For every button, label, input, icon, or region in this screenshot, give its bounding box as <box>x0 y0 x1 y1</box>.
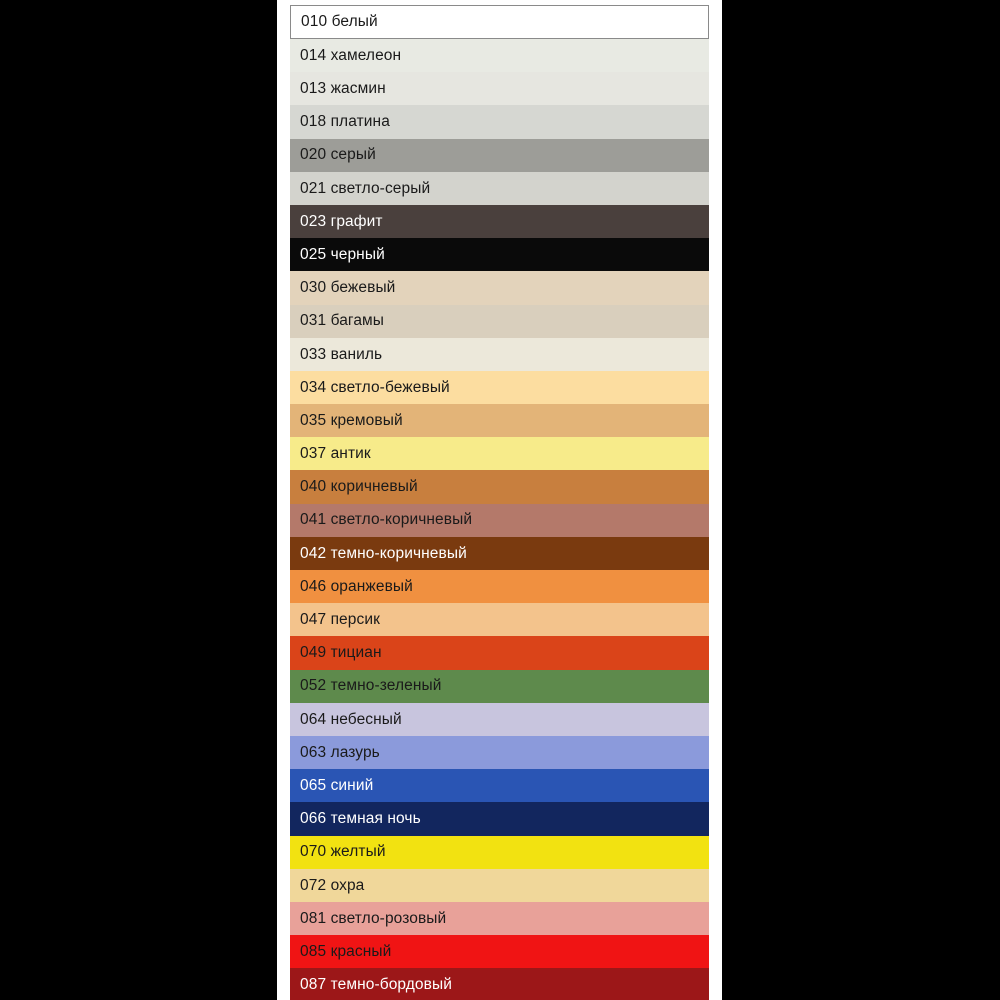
color-row[interactable] <box>290 636 709 669</box>
color-row-label: 040 коричневый <box>300 478 418 496</box>
color-row[interactable] <box>290 703 709 736</box>
color-picker-panel <box>277 0 722 1000</box>
color-row-label: 025 черный <box>300 245 385 263</box>
color-row-label: 066 темная ночь <box>300 810 421 828</box>
color-row-label: 065 синий <box>300 776 374 794</box>
color-row[interactable] <box>290 437 709 470</box>
color-row[interactable] <box>290 305 709 338</box>
color-row-label: 064 небесный <box>300 710 402 728</box>
color-row[interactable] <box>290 470 709 503</box>
color-row-label: 063 лазурь <box>300 743 380 761</box>
color-row-label: 035 кремовый <box>300 411 403 429</box>
color-row-label: 014 хамелеон <box>300 46 402 64</box>
color-row[interactable] <box>290 371 709 404</box>
color-row[interactable] <box>290 570 709 603</box>
color-row[interactable] <box>290 935 709 968</box>
color-row[interactable] <box>290 902 709 935</box>
color-row-label: 013 жасмин <box>300 80 386 98</box>
color-row-label: 072 охра <box>300 876 365 894</box>
color-row-label: 042 темно-коричневый <box>300 544 467 562</box>
color-row-label: 070 желтый <box>300 843 386 861</box>
color-row[interactable] <box>290 736 709 769</box>
color-row[interactable] <box>290 769 709 802</box>
color-row[interactable] <box>290 338 709 371</box>
color-row[interactable] <box>290 205 709 238</box>
color-row[interactable] <box>290 238 709 271</box>
color-row-label: 037 антик <box>300 445 371 463</box>
color-row-label: 087 темно-бордовый <box>300 976 452 994</box>
color-row[interactable] <box>290 139 709 172</box>
color-row-label: 018 платина <box>300 113 390 131</box>
color-row[interactable] <box>290 5 709 39</box>
color-row[interactable] <box>290 271 709 304</box>
color-row[interactable] <box>290 836 709 869</box>
color-row-label: 046 оранжевый <box>300 577 413 595</box>
color-row[interactable] <box>290 39 709 72</box>
color-swatch-list[interactable] <box>290 5 709 1000</box>
color-row-label: 023 графит <box>300 212 383 230</box>
color-row-label: 021 светло-серый <box>300 179 431 197</box>
color-row-label: 049 тициан <box>300 644 382 662</box>
color-row[interactable] <box>290 802 709 835</box>
color-row[interactable] <box>290 504 709 537</box>
color-row-label: 041 светло-коричневый <box>300 511 473 529</box>
color-row-label: 020 серый <box>300 146 376 164</box>
color-row[interactable] <box>290 968 709 1000</box>
color-row[interactable] <box>290 869 709 902</box>
color-row[interactable] <box>290 670 709 703</box>
color-row-label: 033 ваниль <box>300 345 383 363</box>
color-row[interactable] <box>290 537 709 570</box>
color-row-label: 047 персик <box>300 611 380 629</box>
color-row-label: 085 красный <box>300 942 392 960</box>
color-row[interactable] <box>290 603 709 636</box>
color-row-label: 031 багамы <box>300 312 385 330</box>
color-row-label: 081 светло-розовый <box>300 909 447 927</box>
color-row[interactable] <box>290 105 709 138</box>
color-row-label: 052 темно-зеленый <box>300 677 442 695</box>
color-row[interactable] <box>290 404 709 437</box>
color-row-label: 030 бежевый <box>300 279 396 297</box>
color-row-label: 010 белый <box>301 13 378 31</box>
color-row[interactable] <box>290 72 709 105</box>
color-row-label: 034 светло-бежевый <box>300 378 450 396</box>
color-row[interactable] <box>290 172 709 205</box>
